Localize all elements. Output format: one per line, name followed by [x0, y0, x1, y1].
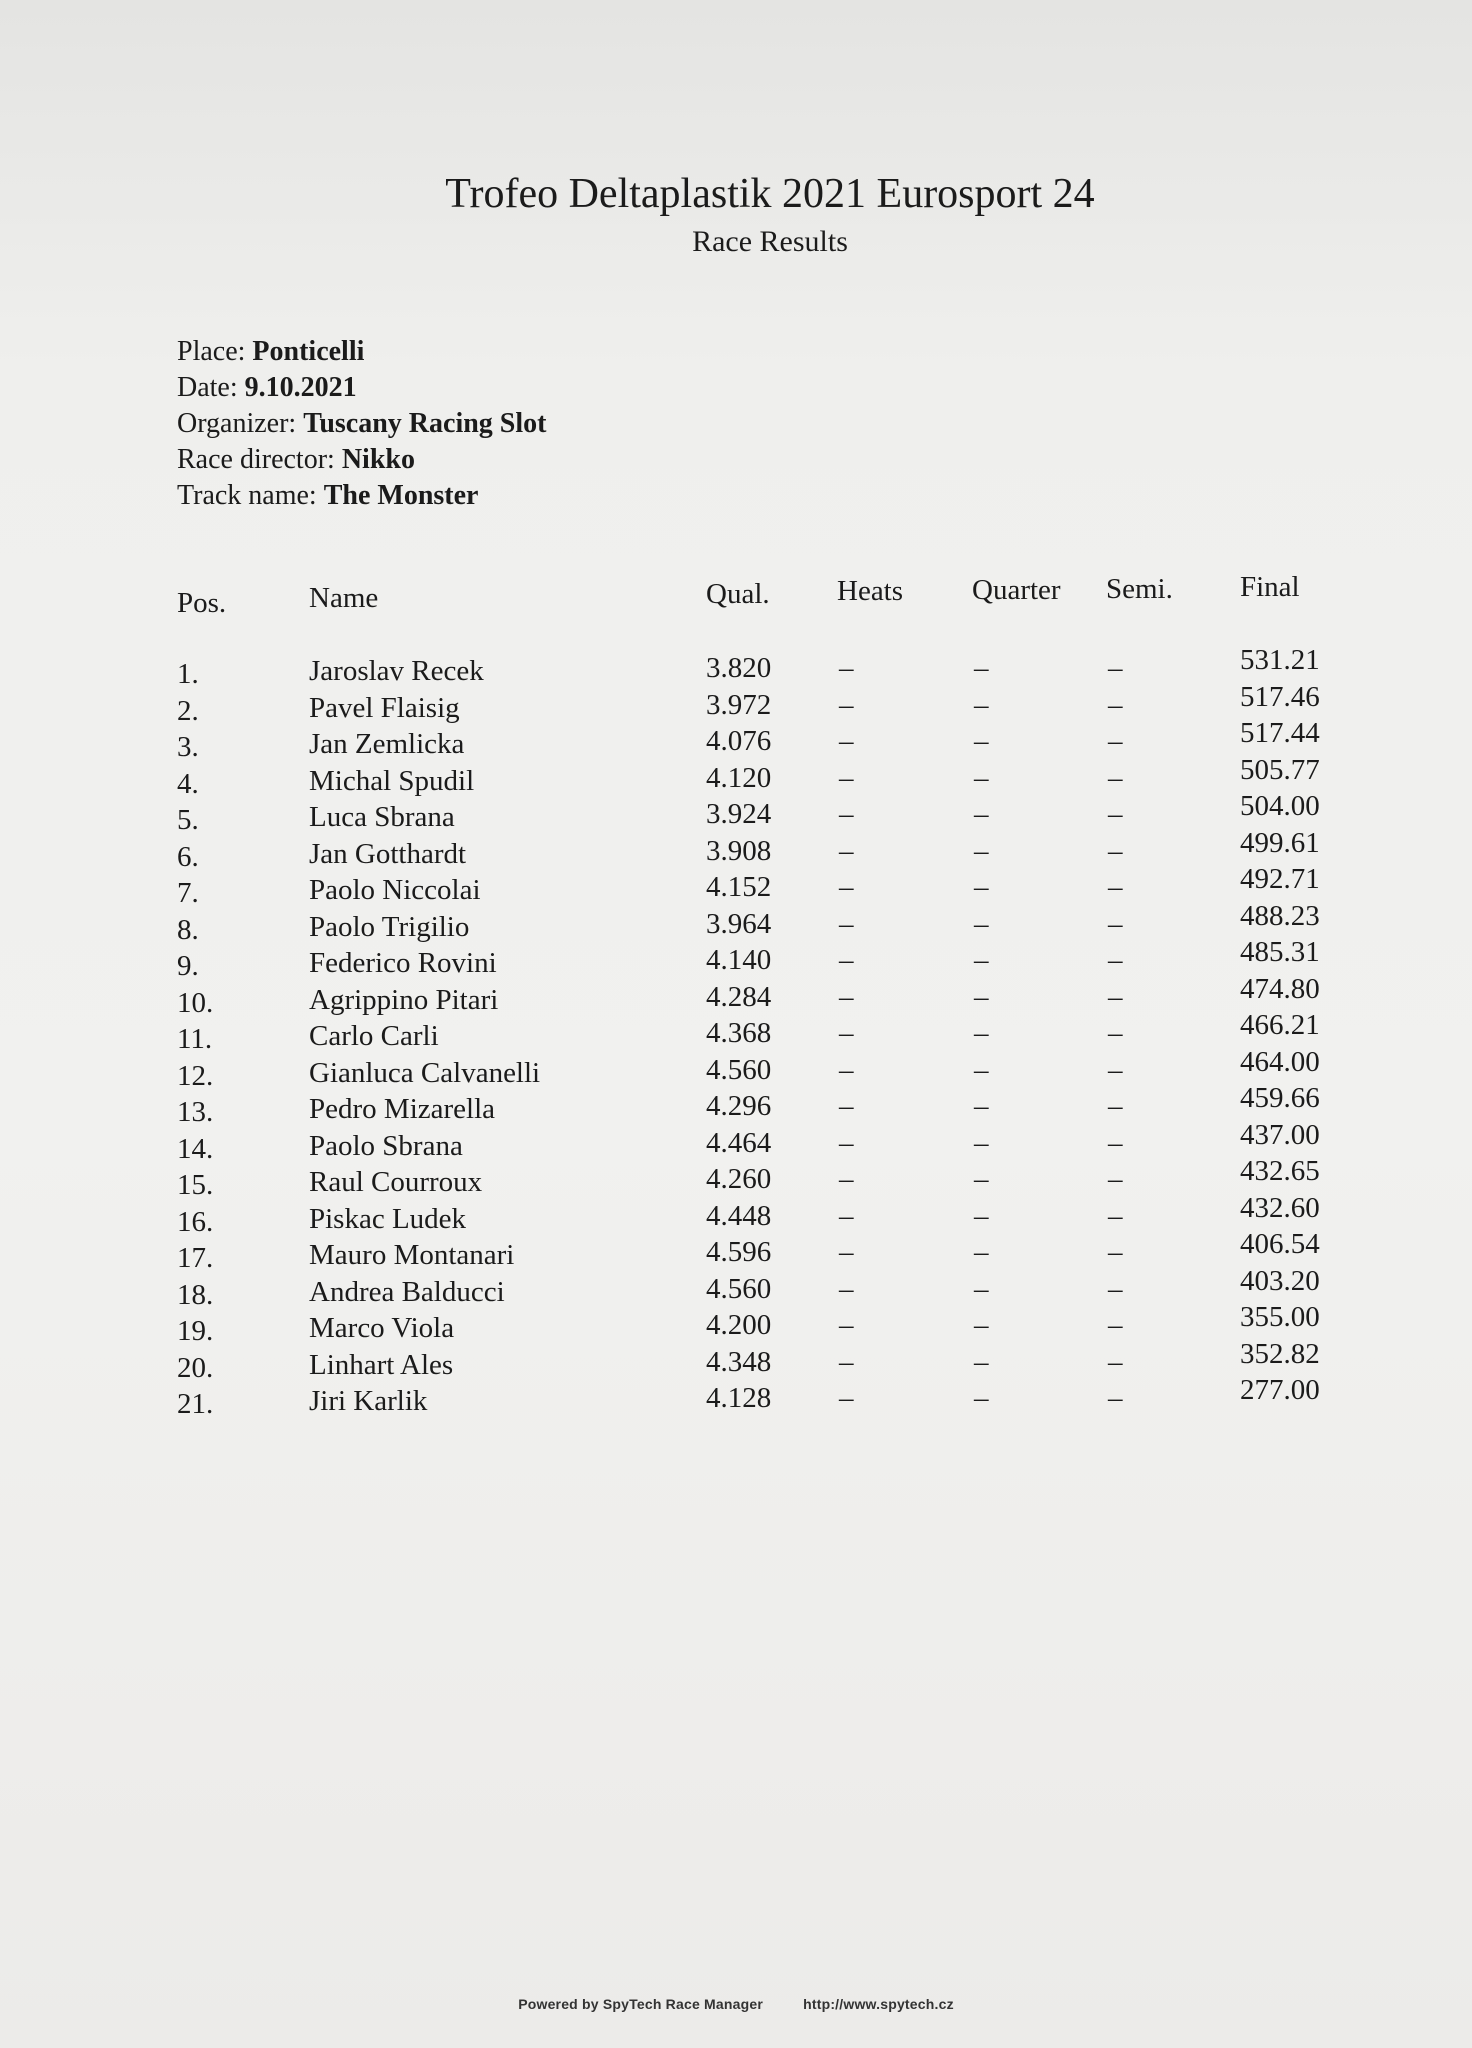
row-14-qual: 4.464	[706, 1127, 772, 1159]
row-8-heats: –	[839, 908, 854, 940]
row-7-pos: 7.	[177, 877, 199, 909]
row-2-pos: 2.	[177, 695, 199, 727]
info-label: Date:	[177, 372, 245, 403]
info-value: Nikko	[341, 444, 415, 475]
row-1-qual: 3.820	[706, 652, 772, 684]
row-4-heats: –	[839, 762, 854, 794]
row-10-pos: 10.	[177, 987, 214, 1019]
row-13-semi: –	[1108, 1090, 1123, 1122]
row-2-quarter: –	[974, 689, 989, 721]
row-3-quarter: –	[974, 725, 989, 757]
row-1-name: Jaroslav Recek	[309, 655, 484, 687]
row-4-quarter: –	[974, 762, 989, 794]
row-16-final: 432.60	[1240, 1192, 1320, 1224]
row-13-qual: 4.296	[706, 1090, 772, 1122]
row-15-quarter: –	[974, 1163, 989, 1195]
row-16-qual: 4.448	[706, 1200, 772, 1232]
column-header-pos: Pos.	[177, 587, 227, 619]
info-label: Place:	[177, 336, 253, 367]
row-12-final: 464.00	[1240, 1046, 1320, 1078]
row-13-heats: –	[839, 1090, 854, 1122]
row-19-pos: 19.	[177, 1315, 214, 1347]
row-2-name: Pavel Flaisig	[309, 692, 460, 724]
row-7-qual: 4.152	[706, 871, 772, 903]
row-6-qual: 3.908	[706, 835, 772, 867]
row-21-pos: 21.	[177, 1388, 214, 1420]
row-10-qual: 4.284	[706, 981, 772, 1013]
row-16-quarter: –	[974, 1200, 989, 1232]
page-title: Trofeo Deltaplastik 2021 Eurosport 24	[445, 171, 1095, 217]
row-17-pos: 17.	[177, 1242, 214, 1274]
row-20-semi: –	[1108, 1346, 1123, 1378]
row-9-qual: 4.140	[706, 944, 772, 976]
row-4-semi: –	[1108, 762, 1123, 794]
row-14-heats: –	[839, 1127, 854, 1159]
row-15-qual: 4.260	[706, 1163, 772, 1195]
row-2-heats: –	[839, 689, 854, 721]
row-8-name: Paolo Trigilio	[309, 911, 470, 943]
info-value: Ponticelli	[252, 336, 365, 367]
row-8-qual: 3.964	[706, 908, 772, 940]
row-14-semi: –	[1108, 1127, 1123, 1159]
row-11-semi: –	[1108, 1017, 1123, 1049]
row-21-final: 277.00	[1240, 1374, 1320, 1406]
row-11-name: Carlo Carli	[309, 1020, 439, 1052]
row-19-semi: –	[1108, 1309, 1123, 1341]
row-5-semi: –	[1108, 798, 1123, 830]
row-18-pos: 18.	[177, 1279, 214, 1311]
row-9-quarter: –	[974, 944, 989, 976]
row-15-name: Raul Courroux	[309, 1166, 483, 1198]
row-16-pos: 16.	[177, 1206, 214, 1238]
row-6-quarter: –	[974, 835, 989, 867]
row-15-final: 432.65	[1240, 1155, 1320, 1187]
row-19-name: Marco Viola	[309, 1312, 455, 1344]
row-7-name: Paolo Niccolai	[309, 874, 481, 906]
row-11-quarter: –	[974, 1017, 989, 1049]
page-footer	[0, 1996, 1472, 2012]
column-header-semi: Semi.	[1106, 573, 1173, 605]
row-18-semi: –	[1108, 1273, 1123, 1305]
row-13-final: 459.66	[1240, 1082, 1320, 1114]
row-5-name: Luca Sbrana	[309, 801, 455, 833]
row-21-quarter: –	[974, 1382, 989, 1414]
row-19-heats: –	[839, 1309, 854, 1341]
row-1-heats: –	[839, 652, 854, 684]
row-2-qual: 3.972	[706, 689, 772, 721]
row-1-pos: 1.	[177, 658, 199, 690]
row-20-name: Linhart Ales	[309, 1349, 454, 1381]
info-label: Organizer:	[177, 408, 304, 439]
info-value: Tuscany Racing Slot	[303, 408, 547, 439]
row-18-qual: 4.560	[706, 1273, 772, 1305]
row-2-semi: –	[1108, 689, 1123, 721]
row-20-heats: –	[839, 1346, 854, 1378]
row-21-heats: –	[839, 1382, 854, 1414]
row-12-pos: 12.	[177, 1060, 214, 1092]
row-1-semi: –	[1108, 652, 1123, 684]
row-3-name: Jan Zemlicka	[309, 728, 465, 760]
row-17-semi: –	[1108, 1236, 1123, 1268]
row-7-final: 492.71	[1240, 863, 1320, 895]
row-16-semi: –	[1108, 1200, 1123, 1232]
row-18-final: 403.20	[1240, 1265, 1320, 1297]
info-label: Track name:	[177, 480, 324, 511]
row-7-quarter: –	[974, 871, 989, 903]
column-header-quarter: Quarter	[972, 574, 1061, 606]
row-5-pos: 5.	[177, 804, 199, 836]
row-19-quarter: –	[974, 1309, 989, 1341]
row-14-pos: 14.	[177, 1133, 214, 1165]
row-13-quarter: –	[974, 1090, 989, 1122]
row-21-qual: 4.128	[706, 1382, 772, 1414]
row-17-quarter: –	[974, 1236, 989, 1268]
info-value: The Monster	[323, 480, 479, 511]
footer-powered-by: Powered by SpyTech Race Manager	[518, 1996, 763, 2012]
row-3-qual: 4.076	[706, 725, 772, 757]
row-9-semi: –	[1108, 944, 1123, 976]
row-12-semi: –	[1108, 1054, 1123, 1086]
row-18-name: Andrea Balducci	[309, 1276, 505, 1308]
row-7-heats: –	[839, 871, 854, 903]
row-20-final: 352.82	[1240, 1338, 1320, 1370]
row-15-semi: –	[1108, 1163, 1123, 1195]
row-5-quarter: –	[974, 798, 989, 830]
row-17-heats: –	[839, 1236, 854, 1268]
row-16-name: Piskac Ludek	[309, 1203, 467, 1235]
row-3-pos: 3.	[177, 731, 199, 763]
row-5-heats: –	[839, 798, 854, 830]
row-10-name: Agrippino Pitari	[309, 984, 499, 1016]
row-12-name: Gianluca Calvanelli	[309, 1057, 541, 1089]
footer-url: http://www.spytech.cz	[803, 1996, 954, 2012]
row-1-quarter: –	[974, 652, 989, 684]
row-15-pos: 15.	[177, 1169, 214, 1201]
row-10-final: 474.80	[1240, 973, 1320, 1005]
row-13-pos: 13.	[177, 1096, 214, 1128]
row-14-final: 437.00	[1240, 1119, 1320, 1151]
row-11-pos: 11.	[177, 1023, 213, 1055]
row-18-heats: –	[839, 1273, 854, 1305]
column-header-heats: Heats	[837, 575, 904, 607]
row-6-semi: –	[1108, 835, 1123, 867]
row-1-final: 531.21	[1240, 644, 1320, 676]
row-8-semi: –	[1108, 908, 1123, 940]
column-header-final: Final	[1240, 571, 1300, 603]
row-6-name: Jan Gotthardt	[309, 838, 467, 870]
page-subtitle: Race Results	[692, 225, 848, 258]
row-10-heats: –	[839, 981, 854, 1013]
row-9-pos: 9.	[177, 950, 199, 982]
row-4-qual: 4.120	[706, 762, 772, 794]
row-4-pos: 4.	[177, 768, 199, 800]
row-3-final: 517.44	[1240, 717, 1320, 749]
row-3-heats: –	[839, 725, 854, 757]
row-4-name: Michal Spudil	[309, 765, 475, 797]
row-8-pos: 8.	[177, 914, 199, 946]
row-11-final: 466.21	[1240, 1009, 1320, 1041]
row-20-qual: 4.348	[706, 1346, 772, 1378]
row-4-final: 505.77	[1240, 754, 1320, 786]
row-17-qual: 4.596	[706, 1236, 772, 1268]
row-6-final: 499.61	[1240, 827, 1320, 859]
row-21-semi: –	[1108, 1382, 1123, 1414]
row-19-qual: 4.200	[706, 1309, 772, 1341]
column-header-name: Name	[309, 582, 379, 614]
info-value: 9.10.2021	[244, 372, 357, 403]
row-12-quarter: –	[974, 1054, 989, 1086]
row-15-heats: –	[839, 1163, 854, 1195]
row-17-name: Mauro Montanari	[309, 1239, 515, 1271]
row-14-name: Paolo Sbrana	[309, 1130, 463, 1162]
column-header-qual: Qual.	[706, 578, 770, 610]
info-label: Race director:	[177, 444, 342, 475]
row-10-semi: –	[1108, 981, 1123, 1013]
row-6-pos: 6.	[177, 841, 199, 873]
row-5-qual: 3.924	[706, 798, 772, 830]
row-9-name: Federico Rovini	[309, 947, 497, 979]
row-14-quarter: –	[974, 1127, 989, 1159]
row-9-final: 485.31	[1240, 936, 1320, 968]
row-8-quarter: –	[974, 908, 989, 940]
row-8-final: 488.23	[1240, 900, 1320, 932]
row-21-name: Jiri Karlik	[309, 1385, 428, 1417]
row-12-heats: –	[839, 1054, 854, 1086]
row-6-heats: –	[839, 835, 854, 867]
row-16-heats: –	[839, 1200, 854, 1232]
row-18-quarter: –	[974, 1273, 989, 1305]
row-9-heats: –	[839, 944, 854, 976]
row-10-quarter: –	[974, 981, 989, 1013]
row-13-name: Pedro Mizarella	[309, 1093, 496, 1125]
row-5-final: 504.00	[1240, 790, 1320, 822]
row-2-final: 517.46	[1240, 681, 1320, 713]
row-19-final: 355.00	[1240, 1301, 1320, 1333]
row-3-semi: –	[1108, 725, 1123, 757]
row-7-semi: –	[1108, 871, 1123, 903]
row-11-heats: –	[839, 1017, 854, 1049]
row-17-final: 406.54	[1240, 1228, 1320, 1260]
row-12-qual: 4.560	[706, 1054, 772, 1086]
row-20-pos: 20.	[177, 1352, 214, 1384]
row-20-quarter: –	[974, 1346, 989, 1378]
row-11-qual: 4.368	[706, 1017, 772, 1049]
